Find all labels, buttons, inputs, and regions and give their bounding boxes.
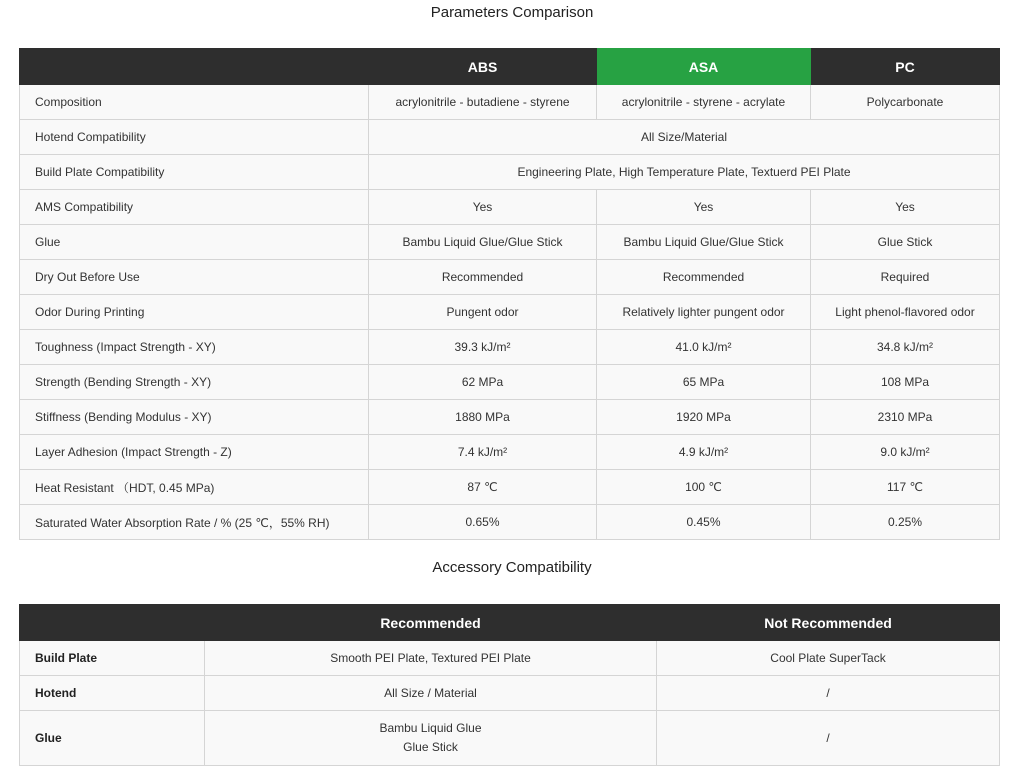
asa-cell: Yes: [597, 190, 811, 225]
abs-cell: Pungent odor: [369, 295, 597, 330]
accessory-compatibility-title: Accessory Compatibility: [432, 559, 592, 576]
table-row: [20, 505, 1000, 540]
row-label: Layer Adhesion (Impact Strength - Z): [20, 435, 369, 470]
pc-cell: 108 MPa: [811, 365, 1000, 400]
abs-cell: 39.3 kJ/m²: [369, 330, 597, 365]
row-label: Odor During Printing: [20, 295, 369, 330]
table-row: [20, 295, 1000, 330]
pc-cell: Light phenol-flavored odor: [811, 295, 1000, 330]
pc-cell: Yes: [811, 190, 1000, 225]
row-label: Hotend: [20, 676, 205, 711]
pc-cell: 9.0 kJ/m²: [811, 435, 1000, 470]
asa-cell: Recommended: [597, 260, 811, 295]
pc-cell: Polycarbonate: [811, 85, 1000, 120]
recommended-cell: All Size / Material: [205, 676, 657, 711]
table-row: [20, 190, 1000, 225]
pc-cell: 0.25%: [811, 505, 1000, 540]
asa-cell: acrylonitrile - styrene - acrylate: [597, 85, 811, 120]
header-abs: ABS: [369, 49, 597, 85]
row-label: Heat Resistant （HDT, 0.45 MPa): [20, 470, 369, 505]
row-label: Build Plate: [20, 641, 205, 676]
header-empty-cell: [20, 605, 205, 641]
table-row: [20, 260, 1000, 295]
asa-cell: Bambu Liquid Glue/Glue Stick: [597, 225, 811, 260]
row-label: Glue: [20, 711, 205, 766]
table-row: [20, 225, 1000, 260]
recommended-line: Bambu Liquid Glue: [379, 721, 482, 735]
row-label: Strength (Bending Strength - XY): [20, 365, 369, 400]
table-header-row: [20, 49, 1000, 85]
recommended-cell: [205, 711, 657, 766]
table-row: [20, 435, 1000, 470]
not-recommended-cell: /: [657, 676, 1000, 711]
asa-cell: Relatively lighter pungent odor: [597, 295, 811, 330]
header-asa: ASA: [597, 49, 811, 85]
table-row: [20, 400, 1000, 435]
pc-cell: 34.8 kJ/m²: [811, 330, 1000, 365]
header-empty-cell: [20, 49, 369, 85]
abs-cell: acrylonitrile - butadiene - styrene: [369, 85, 597, 120]
asa-cell: 100 ℃: [597, 470, 811, 505]
abs-cell: 0.65%: [369, 505, 597, 540]
header-pc: PC: [811, 49, 1000, 85]
table-row: [20, 330, 1000, 365]
recommended-line: Glue Stick: [403, 740, 458, 754]
table-row: [20, 676, 1000, 711]
asa-cell: 1920 MPa: [597, 400, 811, 435]
header-recommended: Recommended: [205, 605, 657, 641]
table-row: [20, 641, 1000, 676]
parameters-comparison-title: Parameters Comparison: [430, 4, 594, 21]
abs-cell: 1880 MPa: [369, 400, 597, 435]
row-label: Hotend Compatibility: [20, 120, 369, 155]
shared-cell: All Size/Material: [369, 120, 1000, 155]
not-recommended-cell: Cool Plate SuperTack: [657, 641, 1000, 676]
abs-cell: 87 ℃: [369, 470, 597, 505]
table-row: [20, 85, 1000, 120]
table-row: [20, 711, 1000, 766]
table-row: [20, 470, 1000, 505]
header-not-recommended: Not Recommended: [657, 605, 1000, 641]
row-label: Stiffness (Bending Modulus - XY): [20, 400, 369, 435]
table-row: [20, 155, 1000, 190]
abs-cell: Bambu Liquid Glue/Glue Stick: [369, 225, 597, 260]
pc-cell: 117 ℃: [811, 470, 1000, 505]
asa-cell: 65 MPa: [597, 365, 811, 400]
table-row: [20, 120, 1000, 155]
pc-cell: Required: [811, 260, 1000, 295]
pc-cell: Glue Stick: [811, 225, 1000, 260]
pc-cell: 2310 MPa: [811, 400, 1000, 435]
row-label: Saturated Water Absorption Rate / % (25 ℃，55% RH): [20, 505, 369, 540]
abs-cell: 62 MPa: [369, 365, 597, 400]
recommended-cell: Smooth PEI Plate, Textured PEI Plate: [205, 641, 657, 676]
asa-cell: 0.45%: [597, 505, 811, 540]
row-label: Composition: [20, 85, 369, 120]
abs-cell: Recommended: [369, 260, 597, 295]
accessory-compatibility-table: [19, 604, 1000, 766]
row-label: Glue: [20, 225, 369, 260]
row-label: AMS Compatibility: [20, 190, 369, 225]
asa-cell: 41.0 kJ/m²: [597, 330, 811, 365]
row-label: Dry Out Before Use: [20, 260, 369, 295]
row-label: Toughness (Impact Strength - XY): [20, 330, 369, 365]
shared-cell: Engineering Plate, High Temperature Plate, Textuerd PEI Plate: [369, 155, 1000, 190]
table-header-row: [20, 605, 1000, 641]
abs-cell: Yes: [369, 190, 597, 225]
not-recommended-cell: /: [657, 711, 1000, 766]
asa-cell: 4.9 kJ/m²: [597, 435, 811, 470]
table-row: [20, 365, 1000, 400]
abs-cell: 7.4 kJ/m²: [369, 435, 597, 470]
row-label: Build Plate Compatibility: [20, 155, 369, 190]
parameters-comparison-table: [19, 48, 1000, 540]
